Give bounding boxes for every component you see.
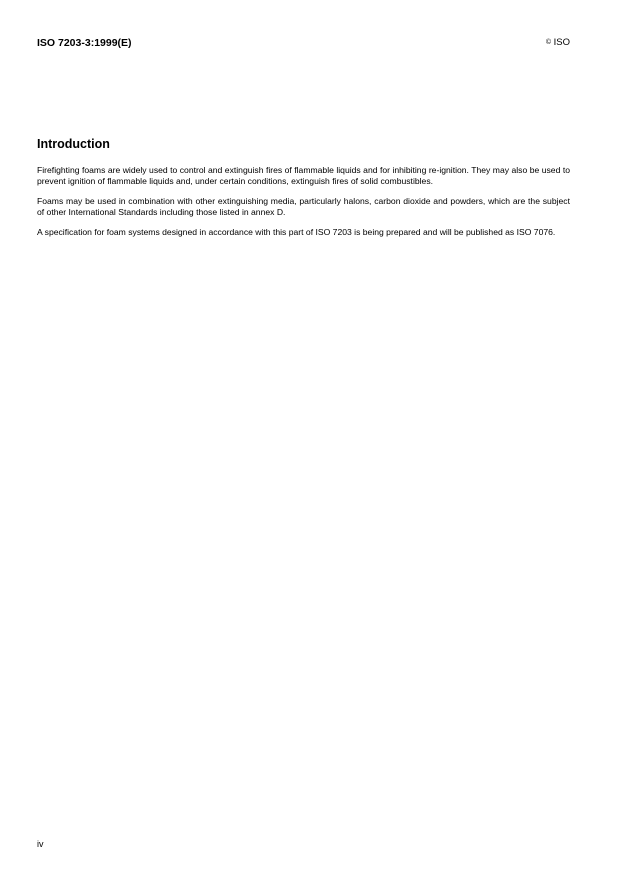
- paragraph: A specification for foam systems designed in accordance with this part of ISO 7203 is being prepared and will be published as ISO 7076.: [37, 227, 556, 237]
- copyright-notice: [546, 37, 570, 48]
- section-body: [37, 165, 570, 247]
- paragraph: Firefighting foams are widely used to control and extinguish fires of flammable liquids and for inhibiting re-ignition. They may also be used to prevent ignition of flammable liquids and, under certain conditions, extinguish fires of solid combustibles.: [37, 165, 570, 186]
- document-id: ISO 7203-3:1999(E): [37, 37, 132, 49]
- section-title: Introduction: [37, 137, 110, 151]
- paragraph: Foams may be used in combination with other extinguishing media, particularly halons, carbon dioxide and powders, which are the subject of other International Standards including those listed in annex D.: [37, 196, 570, 217]
- copyright-icon: ©: [545, 39, 551, 46]
- page-number: iv: [37, 839, 44, 849]
- copyright-owner: ISO: [553, 37, 570, 48]
